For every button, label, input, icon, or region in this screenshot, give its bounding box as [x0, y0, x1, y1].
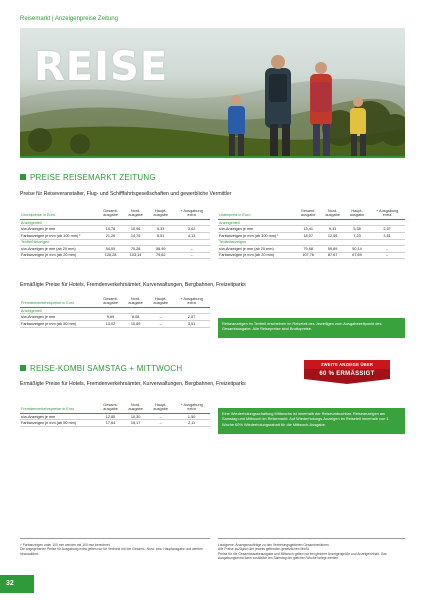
cell: 4,13: [173, 232, 210, 239]
row-label: s/w-Anzeigen je mm (ab 20 mm): [218, 246, 296, 253]
cell: 3,02: [173, 226, 210, 233]
col-header: Haupt- ausgabe: [148, 209, 173, 219]
hero-divider: [20, 156, 405, 158]
badge-arrow: [304, 379, 390, 384]
group-title: Textteil anzeigen: [20, 239, 210, 246]
section-title-text: REISE-KOMBI SAMSTAG + MITTWOCH: [30, 364, 183, 373]
table-kombi: [20, 403, 210, 427]
cell: 17,64: [98, 420, 123, 427]
cell: 50,14: [345, 246, 369, 253]
cell: 10,89: [123, 320, 148, 327]
cell: 67,69: [345, 252, 369, 259]
cell: 13,02: [98, 320, 123, 327]
col-header: + Ausgabung extra: [369, 209, 405, 219]
group-title: Anzeigenteil: [20, 219, 210, 226]
hero-image: [20, 28, 405, 156]
cell: 79,62: [148, 252, 173, 259]
col-header: Nord- ausgabe: [123, 209, 148, 219]
cell: –: [148, 420, 173, 427]
cell: 9,69: [98, 314, 123, 321]
cell: 2,57: [369, 226, 405, 233]
cell: –: [148, 314, 173, 321]
section2-intro: Ermäßigte Preise für Hotels, Fremdenverkehrsämter, Kurverwaltungen, Bergbahnen, Freizeitparks: [20, 381, 246, 387]
table-row: [20, 413, 210, 420]
row-label: Farbanzeigen je mm (ab 50 mm): [20, 420, 98, 427]
row-label: Farbanzeigen je mm (ab 20 mm): [20, 252, 98, 259]
price-table: [20, 403, 210, 427]
cell: 107,76: [296, 252, 320, 259]
table-row: [20, 314, 210, 321]
row-label: Farbanzeigen je mm (ab 100 mm) ¹: [20, 232, 98, 239]
section-intro: Preise für Reiseveranstalter, Flug- und Schifffahrtsgesellschaften und gewerbliche Vermittler: [20, 191, 232, 197]
table-label: Fremdenverkehrspreise in Euro: [20, 403, 98, 413]
cell: 7,23: [345, 232, 369, 239]
section-title-kombi: [20, 364, 182, 373]
table-row: [20, 246, 210, 253]
cell: 3,51: [369, 232, 405, 239]
row-label: s/w-Anzeigen je mm (ab 20 mm): [20, 246, 98, 253]
section-title-text: PREISE REISEMARKT ZEITUNG: [30, 173, 156, 182]
cell: 21,26: [98, 232, 123, 239]
table-row: [20, 226, 210, 233]
table-grundpreise: [20, 209, 210, 259]
cell: 13,41: [296, 226, 320, 233]
cell: 12,85: [98, 413, 123, 420]
col-header: Haupt- ausgabe: [148, 297, 173, 307]
cell: 10,96: [123, 226, 148, 233]
cell: –: [148, 320, 173, 327]
cell: 8,08: [123, 314, 148, 321]
table-label: Listenpreis in Euro: [218, 209, 296, 219]
cell: 103,14: [123, 252, 148, 259]
col-header: + Ausgabung extra: [173, 209, 210, 219]
cell: 3,51: [173, 320, 210, 327]
table-row: [218, 232, 405, 239]
cell: 5,33: [148, 226, 173, 233]
price-table: [20, 209, 210, 259]
col-header: + Ausgabung extra: [173, 297, 210, 307]
cell: 58,99: [148, 246, 173, 253]
group-title: Anzeigenteil: [20, 307, 210, 314]
cell: 70,28: [123, 246, 148, 253]
page-number: 32: [0, 575, 34, 593]
footnote-left: ¹⁾ Farbanzeigen unter 100 mm werden mit 100 mm berechnet. Die angegebenen Preise für Ausgabung extra gelten nur für Verbund mit der Gesamt-, Nord- bzw. Hauptausgabe und werden hinzuaddiert.: [20, 543, 203, 556]
cell: 2,11: [173, 420, 210, 427]
table-listenpreise: [218, 209, 405, 259]
cell: 10,30: [123, 413, 148, 420]
table-row: [20, 252, 210, 259]
cell: 1,50: [173, 413, 210, 420]
section-intro-reduced: Ermäßigte Preise für Hotels, Fremdenverkehrsämter, Kurverwaltungen, Bergbahnen, Freizeitparks: [20, 282, 246, 288]
discount-badge: [304, 360, 390, 384]
cell: 87,67: [320, 252, 344, 259]
table-row: [20, 232, 210, 239]
cell: 15,17: [123, 420, 148, 427]
section-title-preise: [20, 173, 156, 182]
badge-top: ZWEITE ANZEIGE ÜBER: [304, 360, 390, 369]
cell: –: [369, 246, 405, 253]
table-row: [20, 320, 210, 327]
table-row: [218, 252, 405, 259]
square-bullet-icon: [20, 365, 26, 371]
cell: –: [148, 413, 173, 420]
col-header: Nord- ausgabe: [123, 297, 148, 307]
running-header: Reisemarkt | Anzeigenpreise Zeitung: [20, 16, 118, 22]
col-header: + Ausgabung extra: [173, 403, 210, 413]
table-label: Fremdenverkehrspreise in Euro: [20, 297, 98, 307]
cell: 5,38: [345, 226, 369, 233]
cell: 12,55: [320, 232, 344, 239]
row-label: Farbanzeigen je mm (ab 20 mm): [218, 252, 296, 259]
info-box-kombi: Eine Wiederholungsschaltung Mittwochs ist innerhalb der Reiseumbuchbar. Reiseanzeigen am Samstag und Mittwoch im Reisemarkt: Auf Wiederholungs-Anzeigen im Reiseteil innerhalb von 1 Woche 60% Wiederholungsrabatt für die Mittwoch-Ausgabe.: [218, 408, 405, 434]
row-label: s/w-Anzeigen je mm: [20, 413, 98, 420]
cell: 59,89: [320, 246, 344, 253]
cell: –: [173, 252, 210, 259]
cell: 2,57: [173, 314, 210, 321]
cell: 94,09: [98, 246, 123, 253]
cell: –: [173, 246, 210, 253]
cell: –: [369, 252, 405, 259]
cell: 79,98: [296, 246, 320, 253]
row-label: s/w-Anzeigen je mm: [218, 226, 296, 233]
cell: 18,07: [296, 232, 320, 239]
badge-main: 60 % ERMÄSSIGT: [304, 369, 390, 379]
col-header: Haupt- ausgabe: [148, 403, 173, 413]
cell: 9,31: [320, 226, 344, 233]
table-row: [218, 246, 405, 253]
col-header: Gesamt- ausgabe: [98, 403, 123, 413]
hero-title: REISE: [34, 44, 169, 90]
table-fremdenverkehr: [20, 297, 210, 328]
row-label: Farbanzeigen je mm (ab 50 mm): [20, 320, 98, 327]
cell: 15,76: [98, 226, 123, 233]
col-header: Nord- ausgabe: [320, 209, 344, 219]
group-title: Anzeigenteil: [218, 219, 405, 226]
table-row: [218, 226, 405, 233]
row-label: Farbanzeigen je mm (ab 100 mm) ¹: [218, 232, 296, 239]
row-label: s/w-Anzeigen je mm: [20, 226, 98, 233]
col-header: Gesamt- ausgabe: [98, 297, 123, 307]
cell: 8,51: [148, 232, 173, 239]
table-row: [20, 420, 210, 427]
row-label: s/w-Anzeigen je mm: [20, 314, 98, 321]
price-table: [20, 297, 210, 328]
col-header: Gesamt- ausgabe: [98, 209, 123, 219]
price-table: [218, 209, 405, 259]
col-header: Nord- ausgabe: [123, 403, 148, 413]
cell: 128,28: [98, 252, 123, 259]
group-title: Textteilanzeigen: [218, 239, 405, 246]
info-box-textteil: Reiseanzeigen im Textteil erscheinen im Reiseteil des Jeweiligen zum Ausgabezeitpunkt des Gesamtausgabe. Alle Reisepreise sind Bruttopreise.: [218, 318, 405, 338]
cell: 14,76: [123, 232, 148, 239]
footnote-right: Laudgrene: Anzeigenaufträge zu den Vertretungsgebieten Gesamtverfahren. Alle Preise zuzüglich der jeweils geltenden gesetzlichen MwSt. Preise für die Gesamtausabeausgabe und Mittwoch gelten nur bei gleicher Anzeigengröße und Anzeigeninhalt. Das Ausgabungsextra kann zusätzlich am Samstag der gleichen Woche belegt werden.: [218, 543, 387, 561]
square-bullet-icon: [20, 174, 26, 180]
col-header: Gesamt- ausgabe: [296, 209, 320, 219]
table-label: Grundpreise in Euro: [20, 209, 98, 219]
col-header: Haupt- ausgabe: [345, 209, 369, 219]
